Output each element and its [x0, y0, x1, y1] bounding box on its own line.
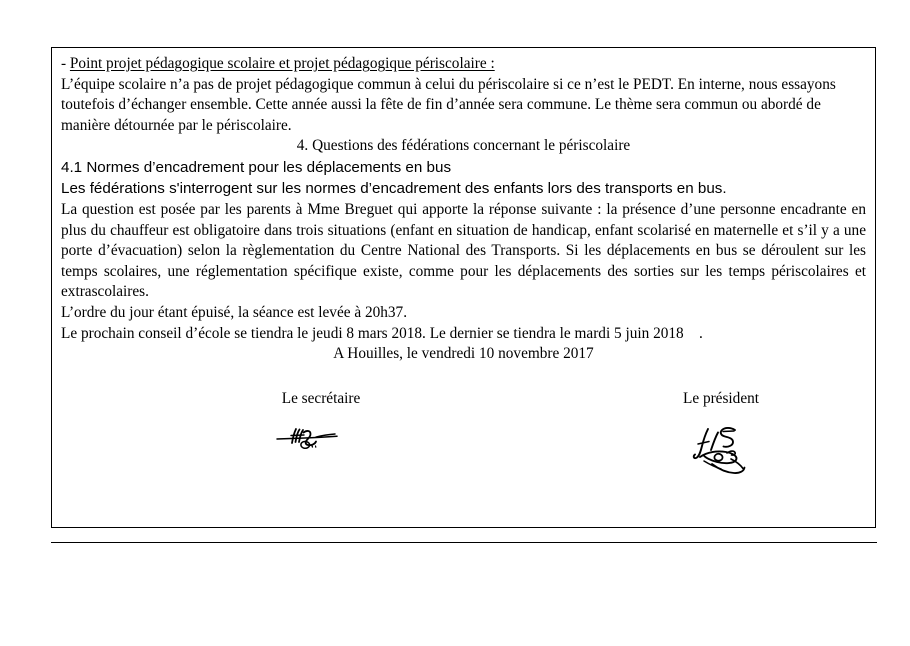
closing-line-next-meetings: Le prochain conseil d’école se tiendra le jeudi 8 mars 2018. Le dernier se tiendra le mardi 5 juin 2018 .: [61, 324, 703, 342]
handwritten-signature-president: [607, 423, 841, 485]
footer-separator-rule: [51, 542, 877, 543]
paragraph-bus-regulation-answer: La question est posée par les parents à Mme Breguet qui apporte la réponse suivante : la présence d’une personne encadrante en plus du chauffeur est obligatoire dans trois situations (enfant en situation de handicap, enfant scolarisé en maternelle et s’il y a une porte d’évacuation) selon la règlementation du Centre National des Transports. Si les déplacements en bus se déroulent sur les temps scolaires, une réglementation spécifique existe, comme pour les déplacements des sorties sur les temps périscolaires et extrascolaires.: [61, 200, 866, 301]
paragraph-pedagogical-project: L’équipe scolaire n’a pas de projet pédagogique commun à celui du périscolaire si ce n’est le PEDT. En interne, nous essayons toutefois d’échanger ensemble. Cette année aussi la fête de fin d’année sera commune. Le thème sera commun ou abordé de manière détournée par le périscolaire.: [61, 75, 836, 134]
handwritten-signature-secretary: [179, 423, 441, 485]
document-border-frame: [51, 47, 876, 528]
heading-section-4-1: 4.1 Normes d’encadrement pour les déplacements en bus: [61, 158, 452, 176]
place-and-date: A Houilles, le vendredi 10 novembre 2017: [333, 345, 594, 363]
heading-section-4: 4. Questions des fédérations concernant le périscolaire: [296, 137, 631, 155]
closing-line-session-ended: L’ordre du jour étant épuisé, la séance est levée à 20h37.: [61, 303, 408, 321]
signature-block-secretary: [201, 389, 441, 485]
section-heading-bullet: -: [61, 55, 70, 72]
signature-area: [61, 389, 866, 509]
section-heading-text: Point projet pédagogique scolaire et projet pédagogique périscolaire :: [69, 55, 495, 72]
section-heading: [61, 54, 866, 75]
signature-label-president: Le président: [682, 389, 760, 407]
signature-label-secretary: Le secrétaire: [281, 389, 361, 407]
paragraph-federations-question: Les fédérations s'interrogent sur les normes d’encadrement des enfants lors des transports en bus.: [61, 180, 727, 198]
signature-block-president: [601, 389, 841, 485]
